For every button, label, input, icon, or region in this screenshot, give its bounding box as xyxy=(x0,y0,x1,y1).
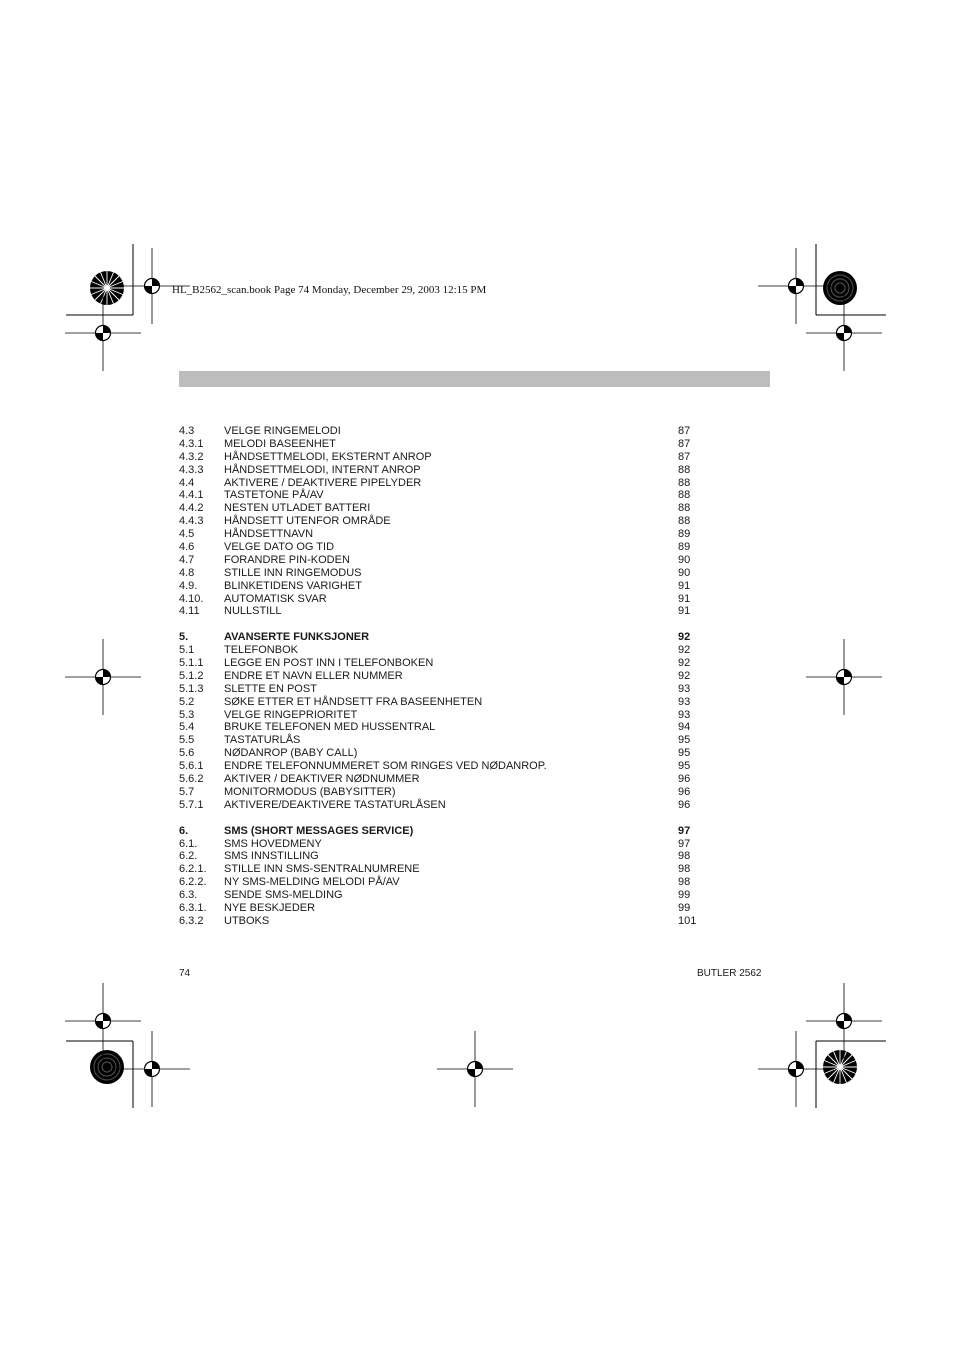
toc-entry xyxy=(179,799,699,812)
toc-entry-page: 92 xyxy=(678,631,691,644)
toc-entry-page: 91 xyxy=(678,605,691,618)
toc-entry-num: 5.6.2 xyxy=(179,773,204,786)
toc-entry-num: 4.4.3 xyxy=(179,515,204,528)
table-of-contents xyxy=(179,425,699,928)
product-model: BUTLER 2562 xyxy=(697,968,762,979)
toc-entry xyxy=(179,502,699,515)
toc-entry-num: 4.3.1 xyxy=(179,437,204,450)
toc-entry-page: 88 xyxy=(678,463,691,476)
toc-entry-page: 93 xyxy=(678,682,691,695)
toc-entry-num: 6.2.2. xyxy=(179,876,207,889)
toc-entry-num: 4.11 xyxy=(179,605,200,618)
toc-entry-num: 4.6 xyxy=(179,541,195,554)
toc-entry-num: 5. xyxy=(179,631,189,644)
page-number: 74 xyxy=(179,968,191,979)
toc-entry-page: 87 xyxy=(678,437,691,450)
toc-entry xyxy=(179,850,699,863)
toc-entry-num: 5.2 xyxy=(179,695,195,708)
toc-entry xyxy=(179,683,699,696)
toc-entry-num: 4.8 xyxy=(179,566,195,579)
toc-entry xyxy=(179,709,699,722)
toc-entry-num: 4.7 xyxy=(179,553,195,566)
toc-entry-num: 5.6.1 xyxy=(179,760,204,773)
toc-entry-title: VELGE RINGEPRIORITET xyxy=(224,708,358,721)
toc-entry-num: 5.1.1 xyxy=(179,657,204,670)
toc-entry xyxy=(179,489,699,502)
toc-entry-num: 4.3.2 xyxy=(179,450,204,463)
toc-entry-num: 4.4.1 xyxy=(179,489,204,502)
toc-entry-title: NØDANROP (BABY CALL) xyxy=(224,747,358,760)
toc-entry-num: 5.1 xyxy=(179,644,195,657)
toc-entry-title: SØKE ETTER ET HÅNDSETT FRA BASEENHETEN xyxy=(224,695,483,708)
toc-entry xyxy=(179,451,699,464)
toc-entry xyxy=(179,876,699,889)
toc-entry-title: HÅNDSETTMELODI, EKSTERNT ANROP xyxy=(224,450,432,463)
toc-chapter-heading xyxy=(179,825,699,838)
toc-entry xyxy=(179,593,699,606)
toc-entry-title: UTBOKS xyxy=(224,914,270,927)
toc-entry xyxy=(179,902,699,915)
toc-entry-page: 87 xyxy=(678,425,691,437)
toc-entry-title: STILLE INN SMS-SENTRALNUMRENE xyxy=(224,863,420,876)
toc-entry-page: 97 xyxy=(678,837,691,850)
toc-entry-title: TASTETONE PÅ/AV xyxy=(224,489,324,502)
toc-entry-num: 6.1. xyxy=(179,837,198,850)
toc-entry xyxy=(179,734,699,747)
toc-entry xyxy=(179,644,699,657)
toc-entry-num: 4.3 xyxy=(179,425,195,437)
toc-entry-page: 97 xyxy=(678,824,691,837)
toc-entry-num: 6. xyxy=(179,824,189,837)
toc-entry-title: TASTATURLÅS xyxy=(224,734,301,747)
toc-entry-title: TELEFONBOK xyxy=(224,644,298,657)
toc-entry-title: HÅNDSETTNAVN xyxy=(224,528,314,541)
toc-entry-page: 91 xyxy=(678,579,691,592)
toc-entry xyxy=(179,889,699,902)
toc-entry xyxy=(179,773,699,786)
toc-entry-page: 98 xyxy=(678,876,691,889)
toc-entry-num: 5.6 xyxy=(179,747,195,760)
toc-entry-num: 4.4.2 xyxy=(179,502,204,515)
toc-entry xyxy=(179,567,699,580)
toc-entry-num: 6.2. xyxy=(179,850,198,863)
toc-entry xyxy=(179,580,699,593)
toc-entry-page: 90 xyxy=(678,566,691,579)
header-bar xyxy=(179,371,770,387)
toc-entry-page: 90 xyxy=(678,553,691,566)
toc-entry-num: 4.5 xyxy=(179,528,195,541)
toc-entry-page: 92 xyxy=(678,669,691,682)
toc-entry-page: 96 xyxy=(678,773,691,786)
toc-entry-page: 87 xyxy=(678,450,691,463)
toc-entry-title: VELGE DATO OG TID xyxy=(224,541,335,554)
toc-entry xyxy=(179,696,699,709)
toc-entry-num: 5.1.3 xyxy=(179,682,204,695)
toc-entry-title: NESTEN UTLADET BATTERI xyxy=(224,502,371,515)
toc-entry-num: 5.7 xyxy=(179,785,195,798)
toc-entry-title: AVANSERTE FUNKSJONER xyxy=(224,631,370,644)
toc-entry-page: 92 xyxy=(678,657,691,670)
toc-entry-title: NY SMS-MELDING MELODI PÅ/AV xyxy=(224,876,400,889)
toc-entry-page: 92 xyxy=(678,644,691,657)
toc-entry-title: MELODI BASEENHET xyxy=(224,437,336,450)
toc-entry xyxy=(179,425,699,438)
toc-entry-title: HÅNDSETTMELODI, INTERNT ANROP xyxy=(224,463,421,476)
toc-entry-page: 96 xyxy=(678,785,691,798)
toc-entry-title: AKTIVER / DEAKTIVER NØDNUMMER xyxy=(224,773,420,786)
toc-entry xyxy=(179,747,699,760)
toc-entry-page: 98 xyxy=(678,850,691,863)
toc-entry-num: 6.3. xyxy=(179,889,198,902)
toc-entry-title: ENDRE ET NAVN ELLER NUMMER xyxy=(224,669,403,682)
toc-entry-page: 99 xyxy=(678,901,691,914)
toc-entry xyxy=(179,838,699,851)
toc-entry xyxy=(179,657,699,670)
toc-entry-page: 95 xyxy=(678,747,691,760)
toc-entry xyxy=(179,915,699,928)
toc-entry-num: 5.1.2 xyxy=(179,669,204,682)
toc-entry-title: LEGGE EN POST INN I TELEFONBOKEN xyxy=(224,657,434,670)
toc-entry-page: 98 xyxy=(678,863,691,876)
toc-entry-page: 101 xyxy=(678,914,697,927)
toc-entry xyxy=(179,605,699,618)
toc-entry-page: 93 xyxy=(678,708,691,721)
toc-entry-page: 93 xyxy=(678,695,691,708)
toc-entry-title: STILLE INN RINGEMODUS xyxy=(224,566,362,579)
toc-entry-page: 89 xyxy=(678,528,691,541)
toc-entry-page: 94 xyxy=(678,721,691,734)
toc-entry-num: 6.3.2 xyxy=(179,914,204,927)
toc-entry-num: 5.7.1 xyxy=(179,798,204,811)
toc-entry-num: 5.5 xyxy=(179,734,195,747)
toc-entry-title: SLETTE EN POST xyxy=(224,682,317,695)
toc-entry xyxy=(179,863,699,876)
toc-entry-title: AKTIVERE / DEAKTIVERE PIPELYDER xyxy=(224,476,422,489)
toc-entry-title: SENDE SMS-MELDING xyxy=(224,889,343,902)
toc-entry-num: 4.4 xyxy=(179,476,195,489)
toc-entry-title: AUTOMATISK SVAR xyxy=(224,592,327,605)
toc-entry-num: 5.4 xyxy=(179,721,195,734)
toc-entry-num: 6.3.1. xyxy=(179,901,207,914)
toc-entry xyxy=(179,477,699,490)
toc-entry-title: NYE BESKJEDER xyxy=(224,901,316,914)
toc-entry-title: VELGE RINGEMELODI xyxy=(224,425,341,437)
toc-entry-title: SMS (SHORT MESSAGES SERVICE) xyxy=(224,824,414,837)
toc-entry-title: ENDRE TELEFONNUMMERET SOM RINGES VED NØDANROP. xyxy=(224,760,547,773)
toc-entry xyxy=(179,670,699,683)
toc-entry-page: 91 xyxy=(678,592,691,605)
toc-entry-num: 6.2.1. xyxy=(179,863,207,876)
toc-entry xyxy=(179,760,699,773)
toc-chapter-heading xyxy=(179,631,699,644)
toc-entry-title: HÅNDSETT UTENFOR OMRÅDE xyxy=(224,515,391,528)
toc-entry-page: 95 xyxy=(678,760,691,773)
toc-section-gap xyxy=(179,812,699,825)
toc-entry-page: 88 xyxy=(678,489,691,502)
toc-entry xyxy=(179,438,699,451)
toc-entry-title: BLINKETIDENS VARIGHET xyxy=(224,579,362,592)
toc-entry-title: MONITORMODUS (BABYSITTER) xyxy=(224,785,396,798)
toc-entry-page: 88 xyxy=(678,515,691,528)
print-file-info: HL_B2562_scan.book Page 74 Monday, December 29, 2003 12:15 PM xyxy=(172,284,487,296)
toc-entry-title: NULLSTILL xyxy=(224,605,282,618)
toc-entry-title: BRUKE TELEFONEN MED HUSSENTRAL xyxy=(224,721,436,734)
toc-entry-page: 88 xyxy=(678,476,691,489)
toc-entry xyxy=(179,721,699,734)
toc-entry-page: 88 xyxy=(678,502,691,515)
toc-entry xyxy=(179,541,699,554)
toc-entry xyxy=(179,464,699,477)
toc-entry-page: 99 xyxy=(678,889,691,902)
toc-entry-num: 4.9. xyxy=(179,579,198,592)
toc-entry-page: 96 xyxy=(678,798,691,811)
toc-entry-title: SMS HOVEDMENY xyxy=(224,837,322,850)
toc-entry xyxy=(179,786,699,799)
toc-entry xyxy=(179,515,699,528)
toc-entry-title: AKTIVERE/DEAKTIVERE TASTATURLÅSEN xyxy=(224,798,446,811)
toc-entry xyxy=(179,528,699,541)
toc-entry xyxy=(179,554,699,567)
toc-entry-title: SMS INNSTILLING xyxy=(224,850,319,863)
toc-entry-page: 89 xyxy=(678,541,691,554)
toc-entry-num: 4.10. xyxy=(179,592,204,605)
toc-entry-num: 5.3 xyxy=(179,708,195,721)
toc-entry-page: 95 xyxy=(678,734,691,747)
toc-entry-title: FORANDRE PIN-KODEN xyxy=(224,553,350,566)
toc-section-gap xyxy=(179,618,699,631)
toc-entry-num: 4.3.3 xyxy=(179,463,204,476)
